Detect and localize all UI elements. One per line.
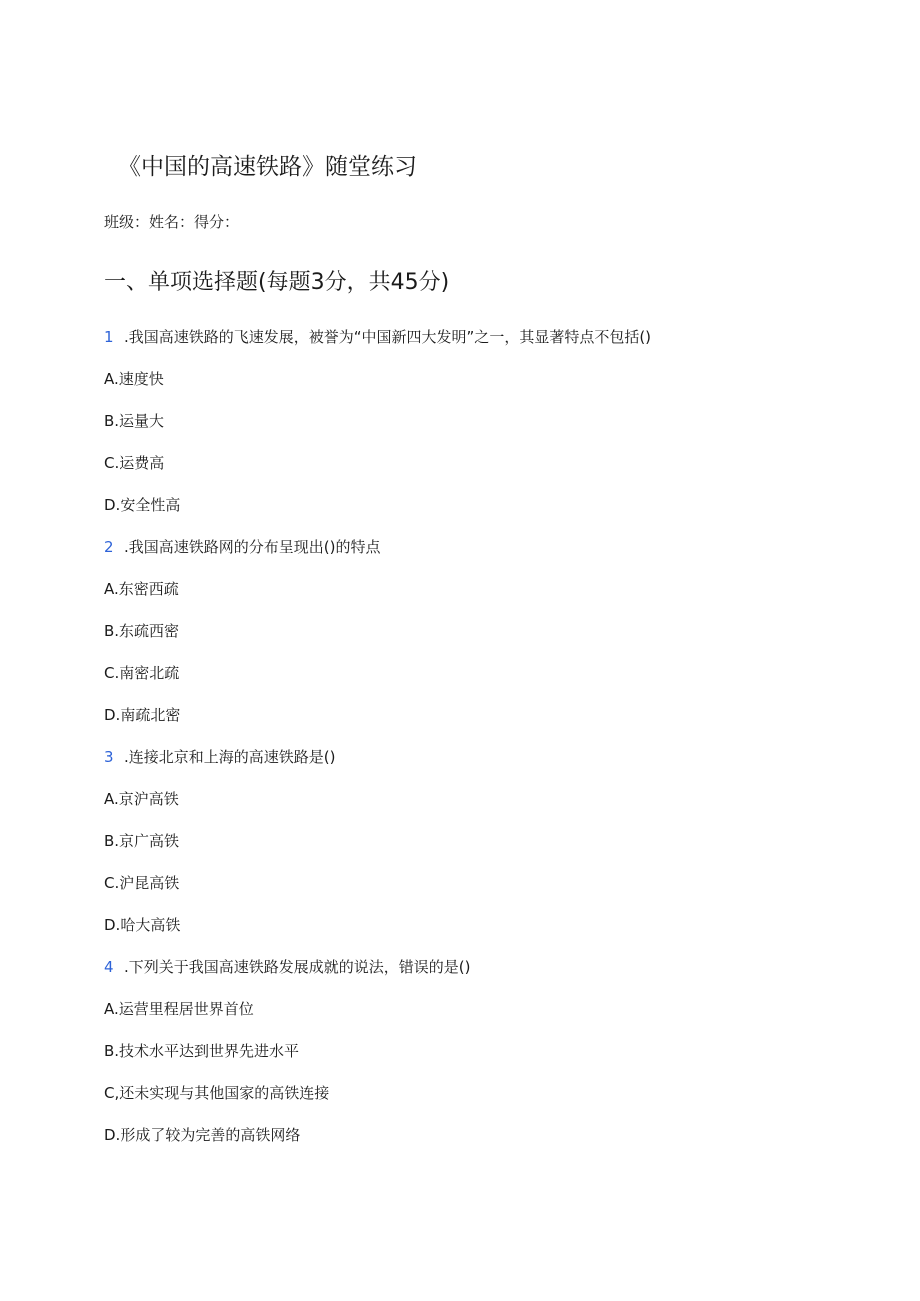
question-number: 2	[104, 538, 114, 556]
option-1b: B.运量大	[104, 412, 165, 430]
option-2c: C.南密北疏	[104, 664, 180, 682]
option-3d: D.哈大高铁	[104, 916, 181, 934]
section-heading: 一、单项选择题(每题3分，共45分)	[104, 270, 450, 295]
question-2-stem	[104, 535, 380, 559]
question-text: .我国高速铁路网的分布呈现出()的特点	[124, 538, 381, 556]
option-3a: A.京沪高铁	[104, 790, 179, 808]
option-2d: D.南疏北密	[104, 706, 181, 724]
option-4b: B.技术水平达到世界先进水平	[104, 1042, 300, 1060]
student-info-line: 班级：姓名：得分：	[104, 213, 240, 231]
option-4c: C,还未实现与其他国家的高铁连接	[104, 1084, 330, 1102]
option-3c: C.沪昆高铁	[104, 874, 180, 892]
question-text: .下列关于我国高速铁路发展成就的说法，错误的是()	[124, 958, 471, 976]
question-3-stem	[104, 745, 335, 769]
option-4a: A.运营里程居世界首位	[104, 1000, 254, 1018]
document-title: 《中国的高速铁路》随堂练习	[118, 154, 417, 180]
option-4d: D.形成了较为完善的高铁网络	[104, 1126, 301, 1144]
option-2b: B.东疏西密	[104, 622, 180, 640]
question-4-stem	[104, 955, 470, 979]
option-3b: B.京广高铁	[104, 832, 180, 850]
option-1c: C.运费高	[104, 454, 165, 472]
question-text: .连接北京和上海的高速铁路是()	[124, 748, 336, 766]
question-1-stem	[104, 325, 651, 349]
option-2a: A.东密西疏	[104, 580, 179, 598]
question-number: 3	[104, 748, 114, 766]
question-text: .我国高速铁路的飞速发展，被誉为“中国新四大发明”之一，其显著特点不包括()	[124, 328, 652, 346]
question-number: 4	[104, 958, 114, 976]
option-1a: A.速度快	[104, 370, 164, 388]
question-number: 1	[104, 328, 114, 346]
option-1d: D.安全性高	[104, 496, 181, 514]
